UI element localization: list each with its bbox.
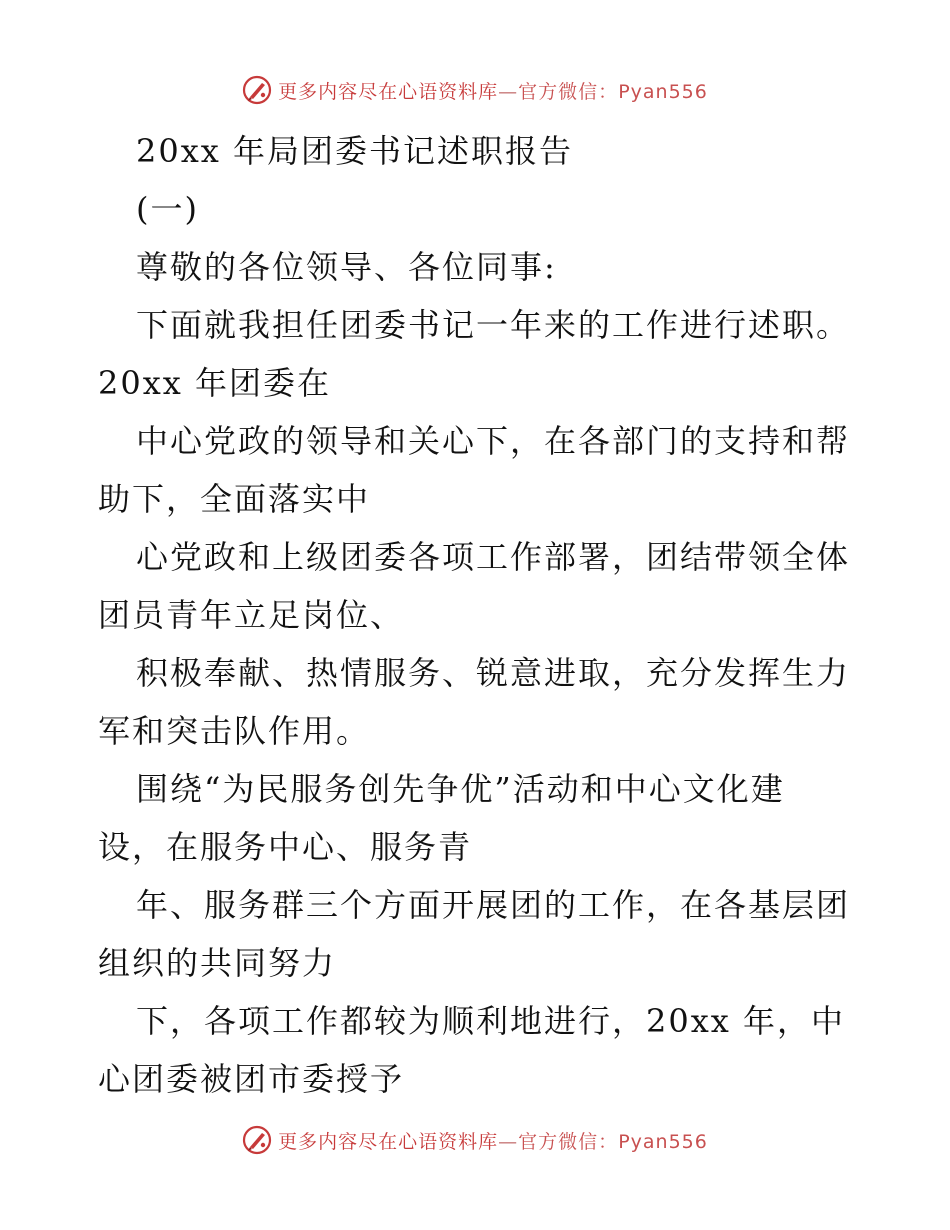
paragraph-line: 组织的共同努力 [98,944,337,982]
paragraph-line: 中心党政的领导和关心下，在各部门的支持和帮 [136,422,851,460]
paragraph-line: 下，各项工作都较为顺利地进行，20xx 年，中 [136,1002,845,1040]
paragraph-line: 军和突击队作用。 [98,712,371,750]
banner-brand: 更多内容尽在心语资料库 [278,1130,499,1153]
paragraph-line: 年、服务群三个方面开展团的工作，在各基层团 [136,886,851,924]
paragraph-line: 下面就我担任团委书记一年来的工作进行述职。 [136,306,851,344]
banner-sub: 官方微信： [518,80,619,103]
paragraph-line: (一) [136,190,199,228]
paragraph-line: 积极奉献、热情服务、锐意进取，充分发挥生力 [136,654,851,692]
quill-logo-icon [242,75,272,105]
header-banner-text [278,77,708,104]
footer-banner-text [278,1127,708,1154]
header-banner [0,70,950,110]
footer-banner [0,1120,950,1160]
banner-wechat: Pyan556 [618,80,708,103]
paragraph-line: 助下，全面落实中 [98,480,371,518]
banner-sub: 官方微信： [518,1130,619,1153]
document-title: 20xx 年局团委书记述职报告 [136,132,573,170]
banner-separator: — [498,80,519,103]
paragraph-line: 心党政和上级团委各项工作部署，团结带领全体 [136,538,851,576]
paragraph-line: 尊敬的各位领导、各位同事: [136,248,557,286]
paragraph-line: 围绕“为民服务创先争优”活动和中心文化建 [136,770,785,808]
document-body [98,122,858,1108]
banner-brand: 更多内容尽在心语资料库 [278,80,499,103]
banner-wechat: Pyan556 [618,1130,708,1153]
paragraph-line: 设，在服务中心、服务青 [98,828,473,866]
paragraph-line: 团员青年立足岗位、 [98,596,405,634]
quill-logo-icon [242,1125,272,1155]
paragraph-line: 心团委被团市委授予 [98,1060,405,1098]
paragraph-line: 20xx 年团委在 [98,364,331,402]
banner-separator: — [498,1130,519,1153]
